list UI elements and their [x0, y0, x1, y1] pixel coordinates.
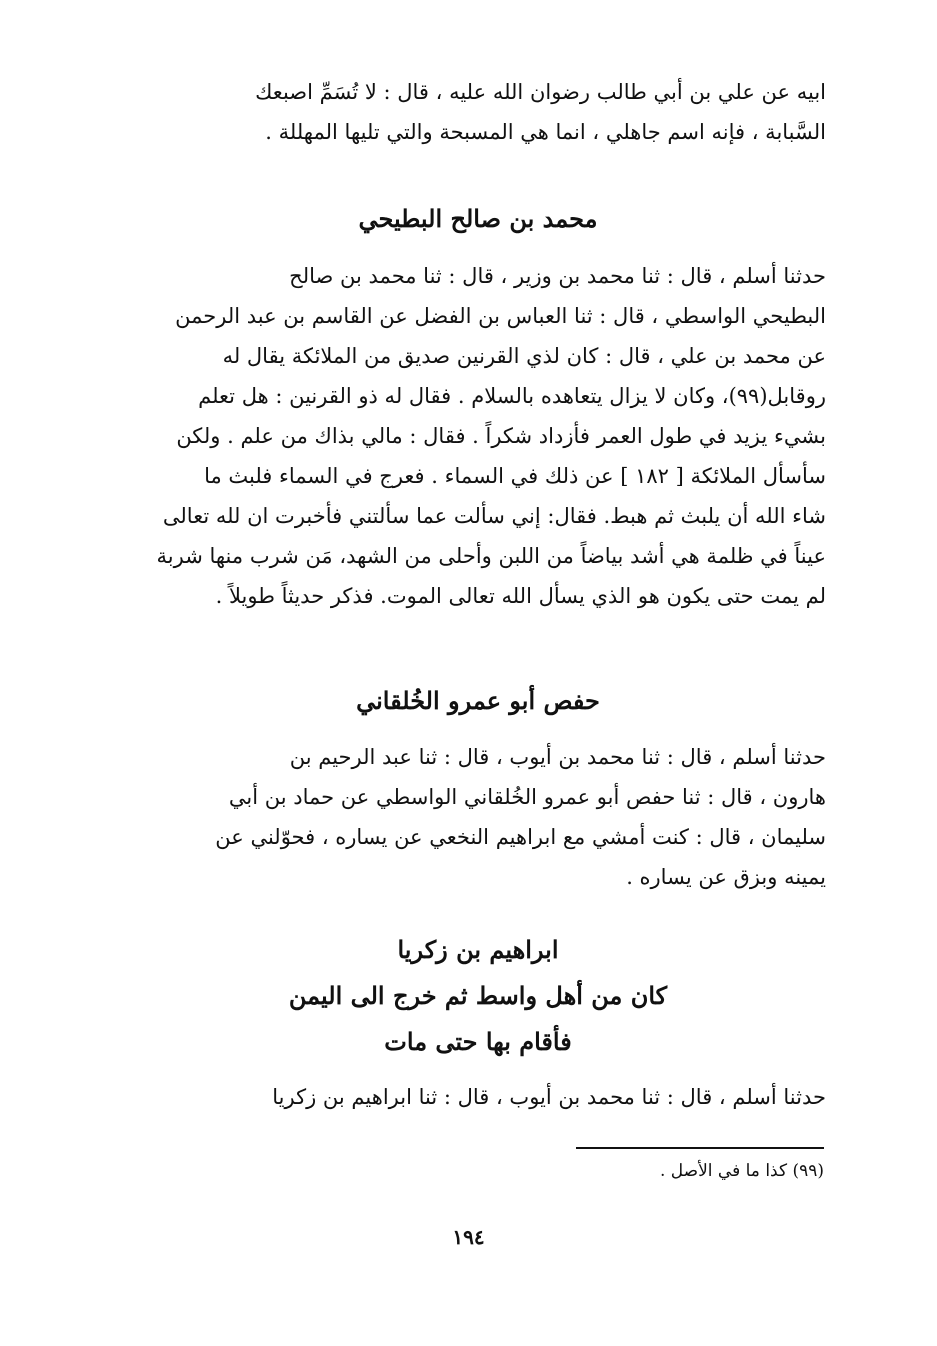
page-number: ١٩٤	[452, 1225, 485, 1249]
text-line: عيناً في ظلمة هي أشد بياضاً من اللبن وأحلى من الشهد، مَن شرب منها شربة	[156, 544, 826, 568]
section-heading-ibrahim-ibn-zakariya	[130, 927, 826, 1065]
section-heading-al-batihi: محمد بن صالح البطيحي	[358, 204, 598, 233]
text-line: روقابل(٩٩)، وكان لا يزال يتعاهده بالسلام . فقال له ذو القرنين : هل تعلم	[198, 384, 826, 408]
section-body-ibrahim-ibn-zakariya	[130, 1077, 826, 1117]
text-line: بشيء يزيد في طول العمر فأزداد شكراً . فقال : مالي بذاك من علم . ولكن	[176, 424, 826, 448]
intro-paragraph	[130, 72, 826, 152]
heading-line: كان من أهل واسط ثم خرج الى اليمن	[288, 981, 668, 1010]
text-line: سليمان ، قال : كنت أمشي مع ابراهيم النخعي عن يساره ، فحوّلني عن	[215, 825, 826, 849]
text-line: البطيحي الواسطي ، قال : ثنا العباس بن الفضل عن القاسم بن عبد الرحمن	[175, 304, 826, 328]
heading-line: فأقام بها حتى مات	[384, 1027, 572, 1056]
text-line: هارون ، قال : ثنا حفص أبو عمرو الخُلقاني الواسطي عن حماد بن أبي	[228, 785, 826, 809]
text-line: سأسأل الملائكة [ ١٨٢ ] عن ذلك في السماء . فعرج في السماء فلبث ما	[204, 464, 826, 488]
text-line: شاء الله أن يلبث ثم هبط. فقال: إني سألت عما سألتني فأخبرت ان لله تعالى	[162, 504, 826, 528]
footnote: (٩٩) كذا ما في الأصل .	[659, 1161, 824, 1181]
text-line: حدثنا أسلم ، قال : ثنا محمد بن وزير ، قال : ثنا محمد بن صالح	[289, 264, 826, 288]
text-line: حدثنا أسلم ، قال : ثنا محمد بن أيوب ، قال : ثنا عبد الرحيم بن	[289, 745, 826, 769]
section-body-al-batihi	[130, 256, 826, 616]
text-line: السَّبابة ، فإنه اسم جاهلي ، انما هي المسبحة والتي تليها المهللة .	[265, 120, 826, 144]
text-line: لم يمت حتى يكون هو الذي يسأل الله تعالى الموت. فذكر حديثاً طويلاً .	[215, 584, 826, 608]
text-line: عن محمد بن علي ، قال : كان لذي القرنين صديق من الملائكة يقال له	[222, 344, 826, 368]
text-line: يمينه وبزق عن يساره .	[626, 865, 826, 889]
section-heading-al-khulqani: حفص أبو عمرو الخُلقاني	[356, 686, 600, 715]
heading-line: ابراهيم بن زكريا	[397, 935, 559, 964]
text-line: حدثنا أسلم ، قال : ثنا محمد بن أيوب ، قال : ثنا ابراهيم بن زكريا	[272, 1085, 826, 1109]
section-body-al-khulqani	[130, 737, 826, 897]
text-line: ابيه عن علي بن أبي طالب رضوان الله عليه ، قال : لا تُسَمِّ اصبعك	[255, 80, 826, 104]
footnote-divider	[576, 1147, 824, 1149]
